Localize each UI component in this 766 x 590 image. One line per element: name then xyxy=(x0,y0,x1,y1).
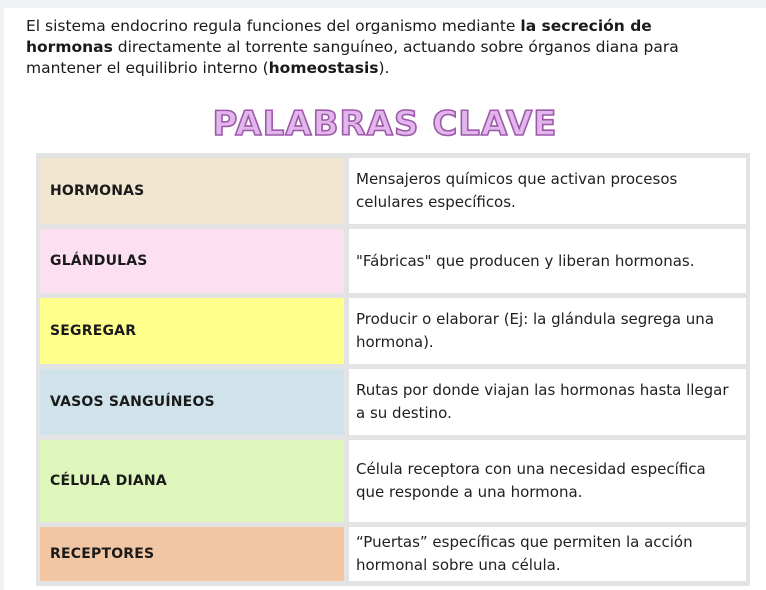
term-cell-segregar xyxy=(40,298,344,364)
term-label: GLÁNDULAS xyxy=(50,253,148,269)
table-row xyxy=(36,224,750,294)
definition-text: Producir o elaborar (Ej: la glándula segrega una hormona). xyxy=(356,310,715,351)
definition-cell-celula-diana xyxy=(349,440,746,522)
intro-bold-2: homeostasis xyxy=(268,59,379,77)
intro-paragraph xyxy=(26,16,726,79)
definition-text: “Puertas” específicas que permiten la acción hormonal sobre una célula. xyxy=(356,533,693,574)
page-title: PALABRAS CLAVE xyxy=(212,104,558,144)
intro-text-3: ). xyxy=(378,59,390,77)
definition-text: Célula receptora con una necesidad específica que responde a una hormona. xyxy=(356,460,706,501)
definition-text: "Fábricas" que producen y liberan hormonas. xyxy=(356,251,695,270)
term-label: VASOS SANGUÍNEOS xyxy=(50,394,215,410)
term-label: RECEPTORES xyxy=(50,546,155,562)
intro-text-2: directamente al torrente sanguíneo, actuando sobre órganos diana para mantener el equilibrio interno ( xyxy=(26,38,679,77)
keywords-table xyxy=(36,153,750,586)
term-cell-glandulas xyxy=(40,229,344,293)
table-row xyxy=(36,293,750,365)
definition-text: Mensajeros químicos que activan procesos celulares específicos. xyxy=(356,170,678,211)
intro-bold-1: la secreción de hormonas xyxy=(26,17,652,56)
term-cell-hormonas xyxy=(40,158,344,224)
table-row xyxy=(36,364,750,436)
table-row xyxy=(36,522,750,586)
definition-cell-glandulas xyxy=(349,229,746,293)
table-row xyxy=(36,435,750,523)
term-cell-celula-diana xyxy=(40,440,344,522)
document-page xyxy=(4,8,766,590)
term-label: SEGREGAR xyxy=(50,323,137,339)
definition-cell-hormonas xyxy=(349,158,746,224)
definition-cell-segregar xyxy=(349,298,746,364)
term-label: HORMONAS xyxy=(50,183,145,199)
definition-cell-vasos-sanguineos xyxy=(349,369,746,435)
intro-text-1: El sistema endocrino regula funciones del organismo mediante xyxy=(26,17,521,35)
definition-text: Rutas por donde viajan las hormonas hasta llegar a su destino. xyxy=(356,381,729,422)
definition-cell-receptores xyxy=(349,527,746,581)
term-label: CÉLULA DIANA xyxy=(50,473,167,489)
table-row xyxy=(36,153,750,225)
term-cell-receptores xyxy=(40,527,344,581)
term-cell-vasos-sanguineos xyxy=(40,369,344,435)
